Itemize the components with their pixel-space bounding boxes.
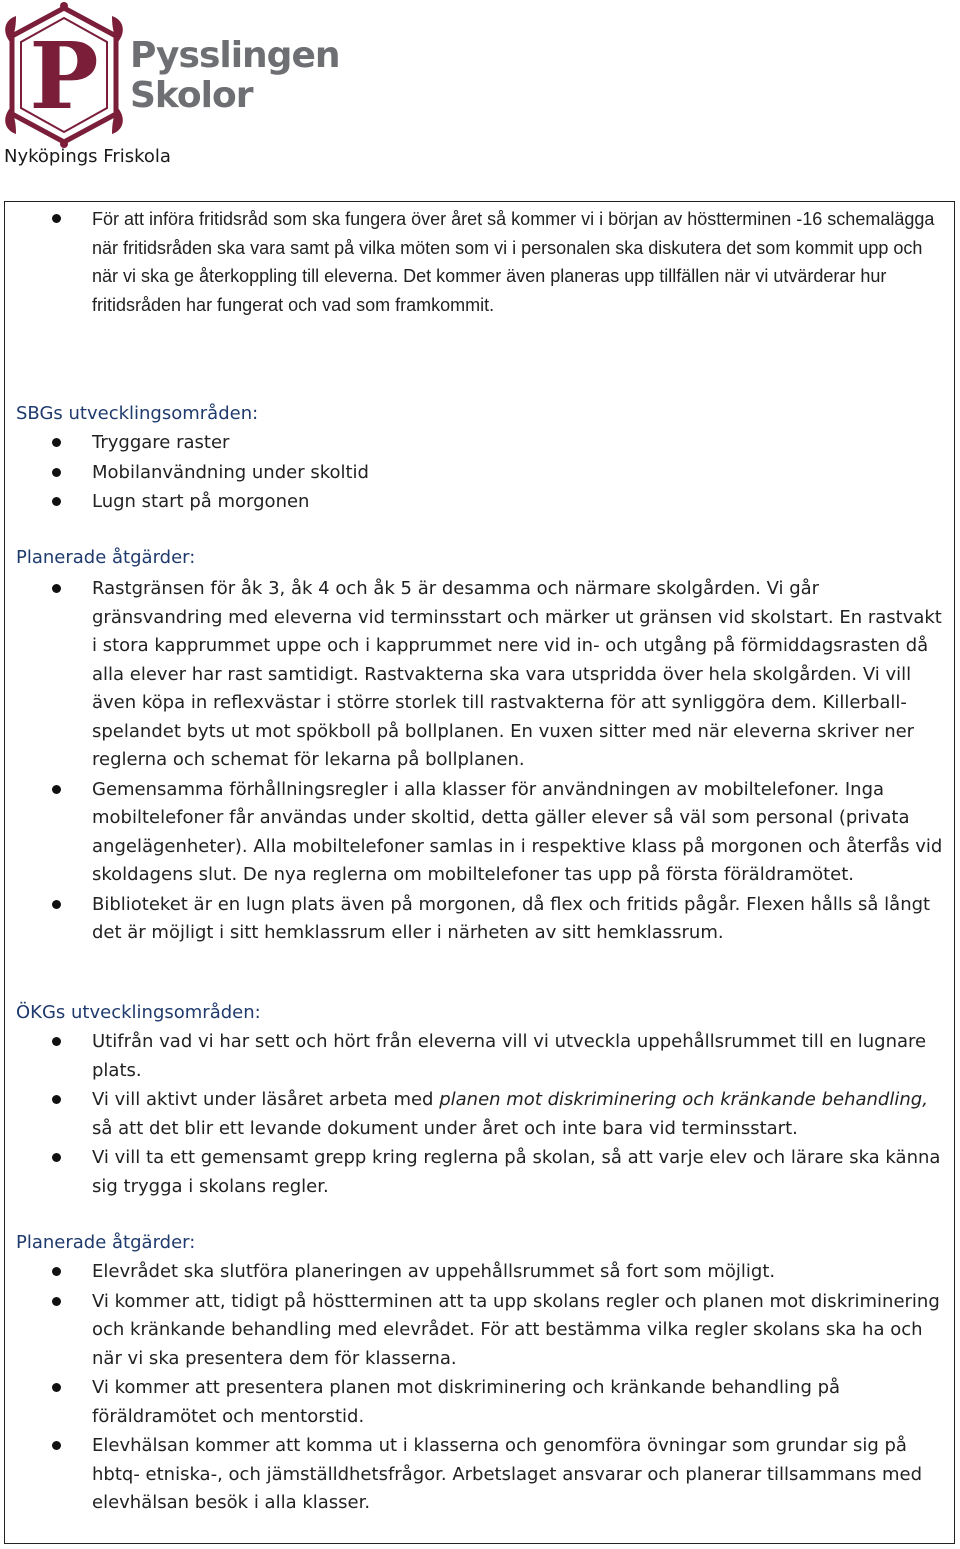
list-item-text-post: så att det blir ett levande dokument under året och inte bara vid terminsstart.	[92, 1117, 798, 1139]
brand-line-2: Skolor	[130, 75, 253, 116]
list-item-text: Elevhälsan kommer att komma ut i klasserna och genomföra övningar som grundar sig på hbtq- etniska-, och jämställdhetsfrågor. Arbetslaget ansvarar och planerar tillsammans med elevhälsan besök i alla klasser.	[92, 1435, 922, 1513]
list-item-text: Lugn start på morgonen	[92, 491, 310, 512]
brand-line-1: Pysslingen	[130, 35, 340, 76]
list-item	[16, 1432, 946, 1518]
list-item	[16, 429, 946, 458]
section-heading-okg-actions: Planerade åtgärder:	[16, 1232, 196, 1253]
bullet-icon	[52, 214, 61, 223]
bullet-icon	[52, 584, 61, 593]
list-item	[16, 488, 946, 517]
list-item-text: Gemensamma förhållningsregler i alla klasser för användningen av mobiltelefoner. Inga mobiltelefoner får användas under skoltid, detta gäller elever så väl som personal (privata angelägenheter). Alla mobiltelefoner samlas in i respektive klass på morgonen och återfås vid skoldagens slut. De nya reglerna om mobiltelefoner tas upp på första föräldramötet.	[92, 778, 943, 885]
bullet-icon	[52, 468, 61, 477]
bullet-icon	[52, 497, 61, 506]
bullet-icon	[52, 1267, 61, 1276]
list-item	[16, 1288, 946, 1374]
intro-list	[16, 205, 946, 319]
list-item	[16, 1028, 946, 1085]
list-item-text-pre: Vi vill aktivt under läsåret arbeta med	[92, 1089, 440, 1110]
list-item-text: Elevrådet ska slutföra planeringen av uppehållsrummet så fort som möjligt.	[92, 1261, 776, 1282]
logo-letter: P	[29, 22, 99, 130]
section-heading-okg: ÖKGs utvecklingsområden:	[16, 1002, 261, 1023]
bullet-icon	[52, 1441, 61, 1450]
okg-list	[16, 1028, 946, 1201]
list-item-text: Utifrån vad vi har sett och hört från eleverna vill vi utveckla uppehållsrummet till en lugnare plats.	[92, 1031, 927, 1081]
bullet-icon	[52, 1037, 61, 1046]
list-item	[16, 891, 946, 948]
list-item	[16, 205, 946, 319]
section-heading-sbg-actions: Planerade åtgärder:	[16, 547, 196, 568]
list-item-text: Tryggare raster	[92, 432, 230, 453]
bullet-icon	[52, 1297, 61, 1306]
list-item	[16, 1086, 946, 1143]
bullet-icon	[52, 1153, 61, 1162]
okg-actions-list	[16, 1258, 946, 1518]
bullet-icon	[52, 438, 61, 447]
list-item	[16, 776, 946, 890]
list-item-text: Rastgränsen för åk 3, åk 4 och åk 5 är desamma och närmare skolgården. Vi går gränsvandring med eleverna vid terminsstart och märker ut gränsen vid skolstart. En rastvakt i stora kapprummet uppe och i kapprummet nere vid in- och utgång på förmiddagsrasten då alla elever har rast samtidigt. Rastvakterna ska vara utspridda över hela skolgården. Vi vill även köpa in reflexvästar i större storlek till rastvakterna för att synliggöra dem. Killerball-spelandet byts ut mot spökboll på bollplanen. En vuxen sitter med när eleverna skriver ner reglerna och schemat för lekarna på bollplanen.	[92, 578, 942, 770]
bullet-icon	[52, 785, 61, 794]
bullet-icon	[52, 1383, 61, 1392]
section-heading-sbg: SBGs utvecklingsområden:	[16, 403, 259, 424]
school-name: Nyköpings Friskola	[4, 146, 171, 167]
brand-name	[130, 36, 340, 116]
sbg-list	[16, 429, 946, 517]
list-item-text: Vi vill ta ett gemensamt grepp kring reglerna på skolan, så att varje elev och lärare ska känna sig trygga i skolans regler.	[92, 1147, 941, 1197]
list-item	[16, 459, 946, 488]
list-item-text: Vi kommer att, tidigt på höstterminen att ta upp skolans regler och planen mot diskriminering och kränkande behandling med elevrådet. För att bestämma vilka regler skolans ska ha och när vi ska presentera dem för klasserna.	[92, 1290, 940, 1369]
list-item-text: För att införa fritidsråd som ska fungera över året så kommer vi i början av höstterminen -16 schemalägga när fritidsråden ska vara samt på vilka möten som vi i personalen ska diskutera det som kommit upp och när vi ska ge återkoppling till eleverna. Det kommer även planeras upp tillfällen när vi utvärderar hur fritidsråden har fungerat och vad som framkommit.	[92, 209, 935, 315]
sbg-actions-list	[16, 575, 946, 948]
list-item-text: Vi kommer att presentera planen mot diskriminering och kränkande behandling på föräldramötet och mentorstid.	[92, 1377, 841, 1427]
bullet-icon	[52, 900, 61, 909]
bullet-icon	[52, 1095, 61, 1104]
list-item	[16, 1374, 946, 1431]
list-item-text: Mobilanvändning under skoltid	[92, 461, 369, 483]
list-item	[16, 575, 946, 775]
list-item	[16, 1258, 946, 1287]
logo	[2, 2, 340, 152]
list-item-text-emphasis: planen mot diskriminering och kränkande behandling,	[439, 1089, 928, 1110]
pysslingen-logo-mark	[2, 2, 126, 148]
list-item-text: Biblioteket är en lugn plats även på morgonen, då flex och fritids pågår. Flexen hålls så långt det är möjligt i sitt hemklassrum eller i närheten av sitt hemklassrum.	[92, 893, 931, 943]
list-item	[16, 1144, 946, 1201]
